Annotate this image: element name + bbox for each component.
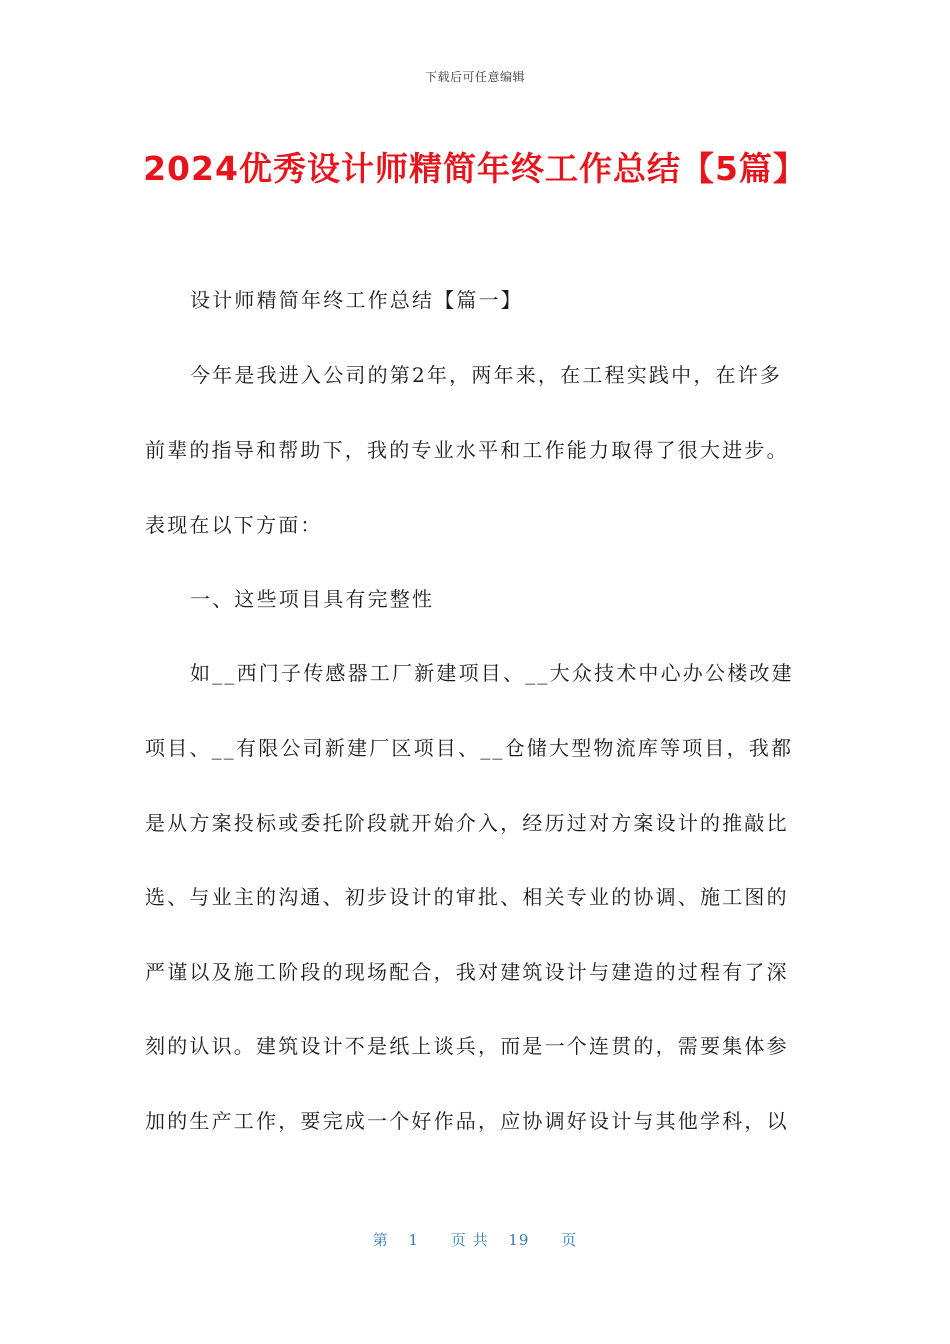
footer-middle: 页 共 [450, 1231, 489, 1249]
paragraph-line: 严谨以及施工阶段的现场配合，我对建筑设计与建造的过程有了深 [145, 960, 789, 984]
paragraph-line: 项目、__有限公司新建厂区项目、__仓储大型物流库等项目，我都 [145, 736, 794, 760]
section-heading: 设计师精简年终工作总结【篇一】 [190, 288, 523, 312]
footer-prefix: 第 [372, 1231, 389, 1249]
paragraph-line: 是从方案投标或委托阶段就开始介入，经历过对方案设计的推敲比 [145, 811, 789, 835]
subsection-heading: 一、这些项目具有完整性 [190, 587, 435, 611]
footer-suffix: 页 [561, 1231, 578, 1249]
paragraph-line: 选、与业主的沟通、初步设计的审批、相关专业的协调、施工图的 [145, 885, 789, 909]
document-title: 2024优秀设计师精简年终工作总结【5篇】 [143, 149, 807, 188]
page-footer [0, 1229, 950, 1250]
paragraph-line: 表现在以下方面： [145, 513, 323, 537]
paragraph-line: 今年是我进入公司的第2年，两年来，在工程实践中，在许多 [190, 363, 783, 387]
paragraph-line: 加的生产工作，要完成一个好作品，应协调好设计与其他学科，以 [145, 1109, 789, 1133]
current-page-number: 1 [408, 1231, 420, 1249]
paragraph-line: 前辈的指导和帮助下，我的专业水平和工作能力取得了很大进步。 [145, 438, 789, 462]
paragraph-line: 如__西门子传感器工厂新建项目、__大众技术中心办公楼改建 [190, 661, 794, 685]
paragraph-line: 刻的认识。建筑设计不是纸上谈兵，而是一个连贯的，需要集体参 [145, 1034, 789, 1058]
total-pages-number: 19 [508, 1231, 530, 1249]
header-note: 下载后可任意编辑 [424, 70, 525, 84]
